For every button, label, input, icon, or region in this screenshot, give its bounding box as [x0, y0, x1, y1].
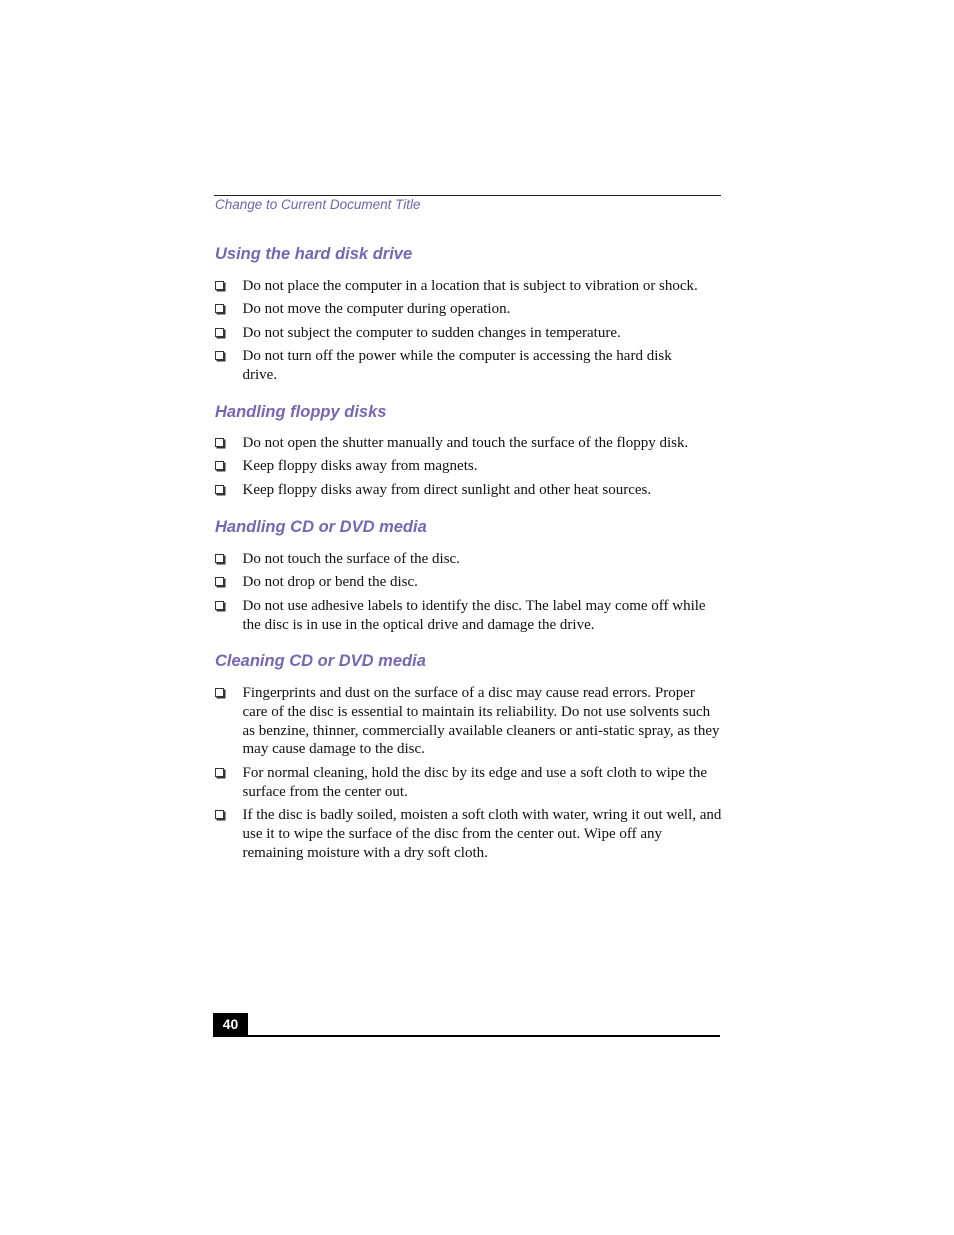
list-item — [214, 277, 722, 296]
list-item-text: If the disc is badly soiled, moisten a soft cloth with water, wring it out well, and use it to wipe the surface of the disc from the center out. Wipe off any remaining moisture with a dry soft cloth. — [242, 806, 722, 861]
list-item-text: Do not move the computer during operation. — [242, 301, 511, 318]
list-item-text: Do not turn off the power while the computer is accessing the hard disk drive. — [242, 348, 672, 383]
list-item — [214, 684, 722, 759]
section-heading-floppy-disks: Handling floppy disks — [215, 403, 387, 421]
list-item-text: Keep floppy disks away from magnets. — [242, 458, 478, 475]
list-item — [214, 573, 722, 592]
list-item — [214, 300, 722, 319]
bullet-list-hard-disk — [214, 277, 722, 389]
list-item — [214, 806, 722, 862]
checkbox-bullet-icon — [215, 688, 224, 697]
footer-rule — [213, 1035, 720, 1037]
list-item — [214, 550, 722, 569]
section-heading-cd-dvd-cleaning: Cleaning CD or DVD media — [215, 652, 426, 670]
list-item-text: Do not open the shutter manually and touch the surface of the floppy disk. — [242, 435, 689, 451]
list-item — [214, 324, 722, 343]
list-item-text: Do not use adhesive labels to identify the disc. The label may come off while the disc is in use in the optical drive and damage the drive. — [242, 597, 706, 633]
bullet-list-cd-dvd-cleaning — [214, 684, 722, 867]
list-item — [214, 764, 722, 802]
header-rule — [214, 195, 721, 196]
checkbox-bullet-icon — [215, 768, 224, 777]
list-item — [214, 434, 722, 453]
checkbox-bullet-icon — [215, 328, 224, 337]
list-item-text: Do not drop or bend the disc. — [242, 574, 418, 591]
section-heading-hard-disk: Using the hard disk drive — [215, 245, 413, 263]
list-item — [214, 481, 722, 500]
checkbox-bullet-icon — [215, 351, 224, 360]
checkbox-bullet-icon — [215, 304, 224, 313]
checkbox-bullet-icon — [215, 281, 224, 290]
list-item-text: Do not place the computer in a location that is subject to vibration or shock. — [242, 278, 698, 294]
list-item-text: Keep floppy disks away from direct sunlight and other heat sources. — [242, 481, 652, 498]
checkbox-bullet-icon — [215, 601, 224, 610]
list-item-text: Do not subject the computer to sudden changes in temperature. — [242, 324, 621, 341]
checkbox-bullet-icon — [215, 577, 224, 586]
page-number: 40 — [213, 1013, 248, 1036]
list-item-text: Fingerprints and dust on the surface of a disc may cause read errors. Proper care of the disc is essential to maintain its reliability. Do not use solvents such as benzine, thinner, commercially available cleaners or anti-static spray, as they may cause damage to the disc. — [242, 685, 720, 758]
list-item-text: Do not touch the surface of the disc. — [242, 551, 460, 567]
bullet-list-cd-dvd-handling — [214, 550, 722, 639]
bullet-list-floppy-disks — [214, 434, 722, 504]
checkbox-bullet-icon — [215, 485, 224, 494]
checkbox-bullet-icon — [215, 461, 224, 470]
list-item — [214, 457, 722, 476]
checkbox-bullet-icon — [215, 810, 224, 819]
checkbox-bullet-icon — [215, 554, 224, 563]
list-item — [214, 597, 722, 635]
list-item — [214, 347, 722, 385]
checkbox-bullet-icon — [215, 438, 224, 447]
section-heading-cd-dvd-handling: Handling CD or DVD media — [215, 518, 427, 536]
list-item-text: For normal cleaning, hold the disc by its edge and use a soft cloth to wipe the surface from the center out. — [242, 764, 707, 800]
running-header: Change to Current Document Title — [215, 197, 421, 212]
